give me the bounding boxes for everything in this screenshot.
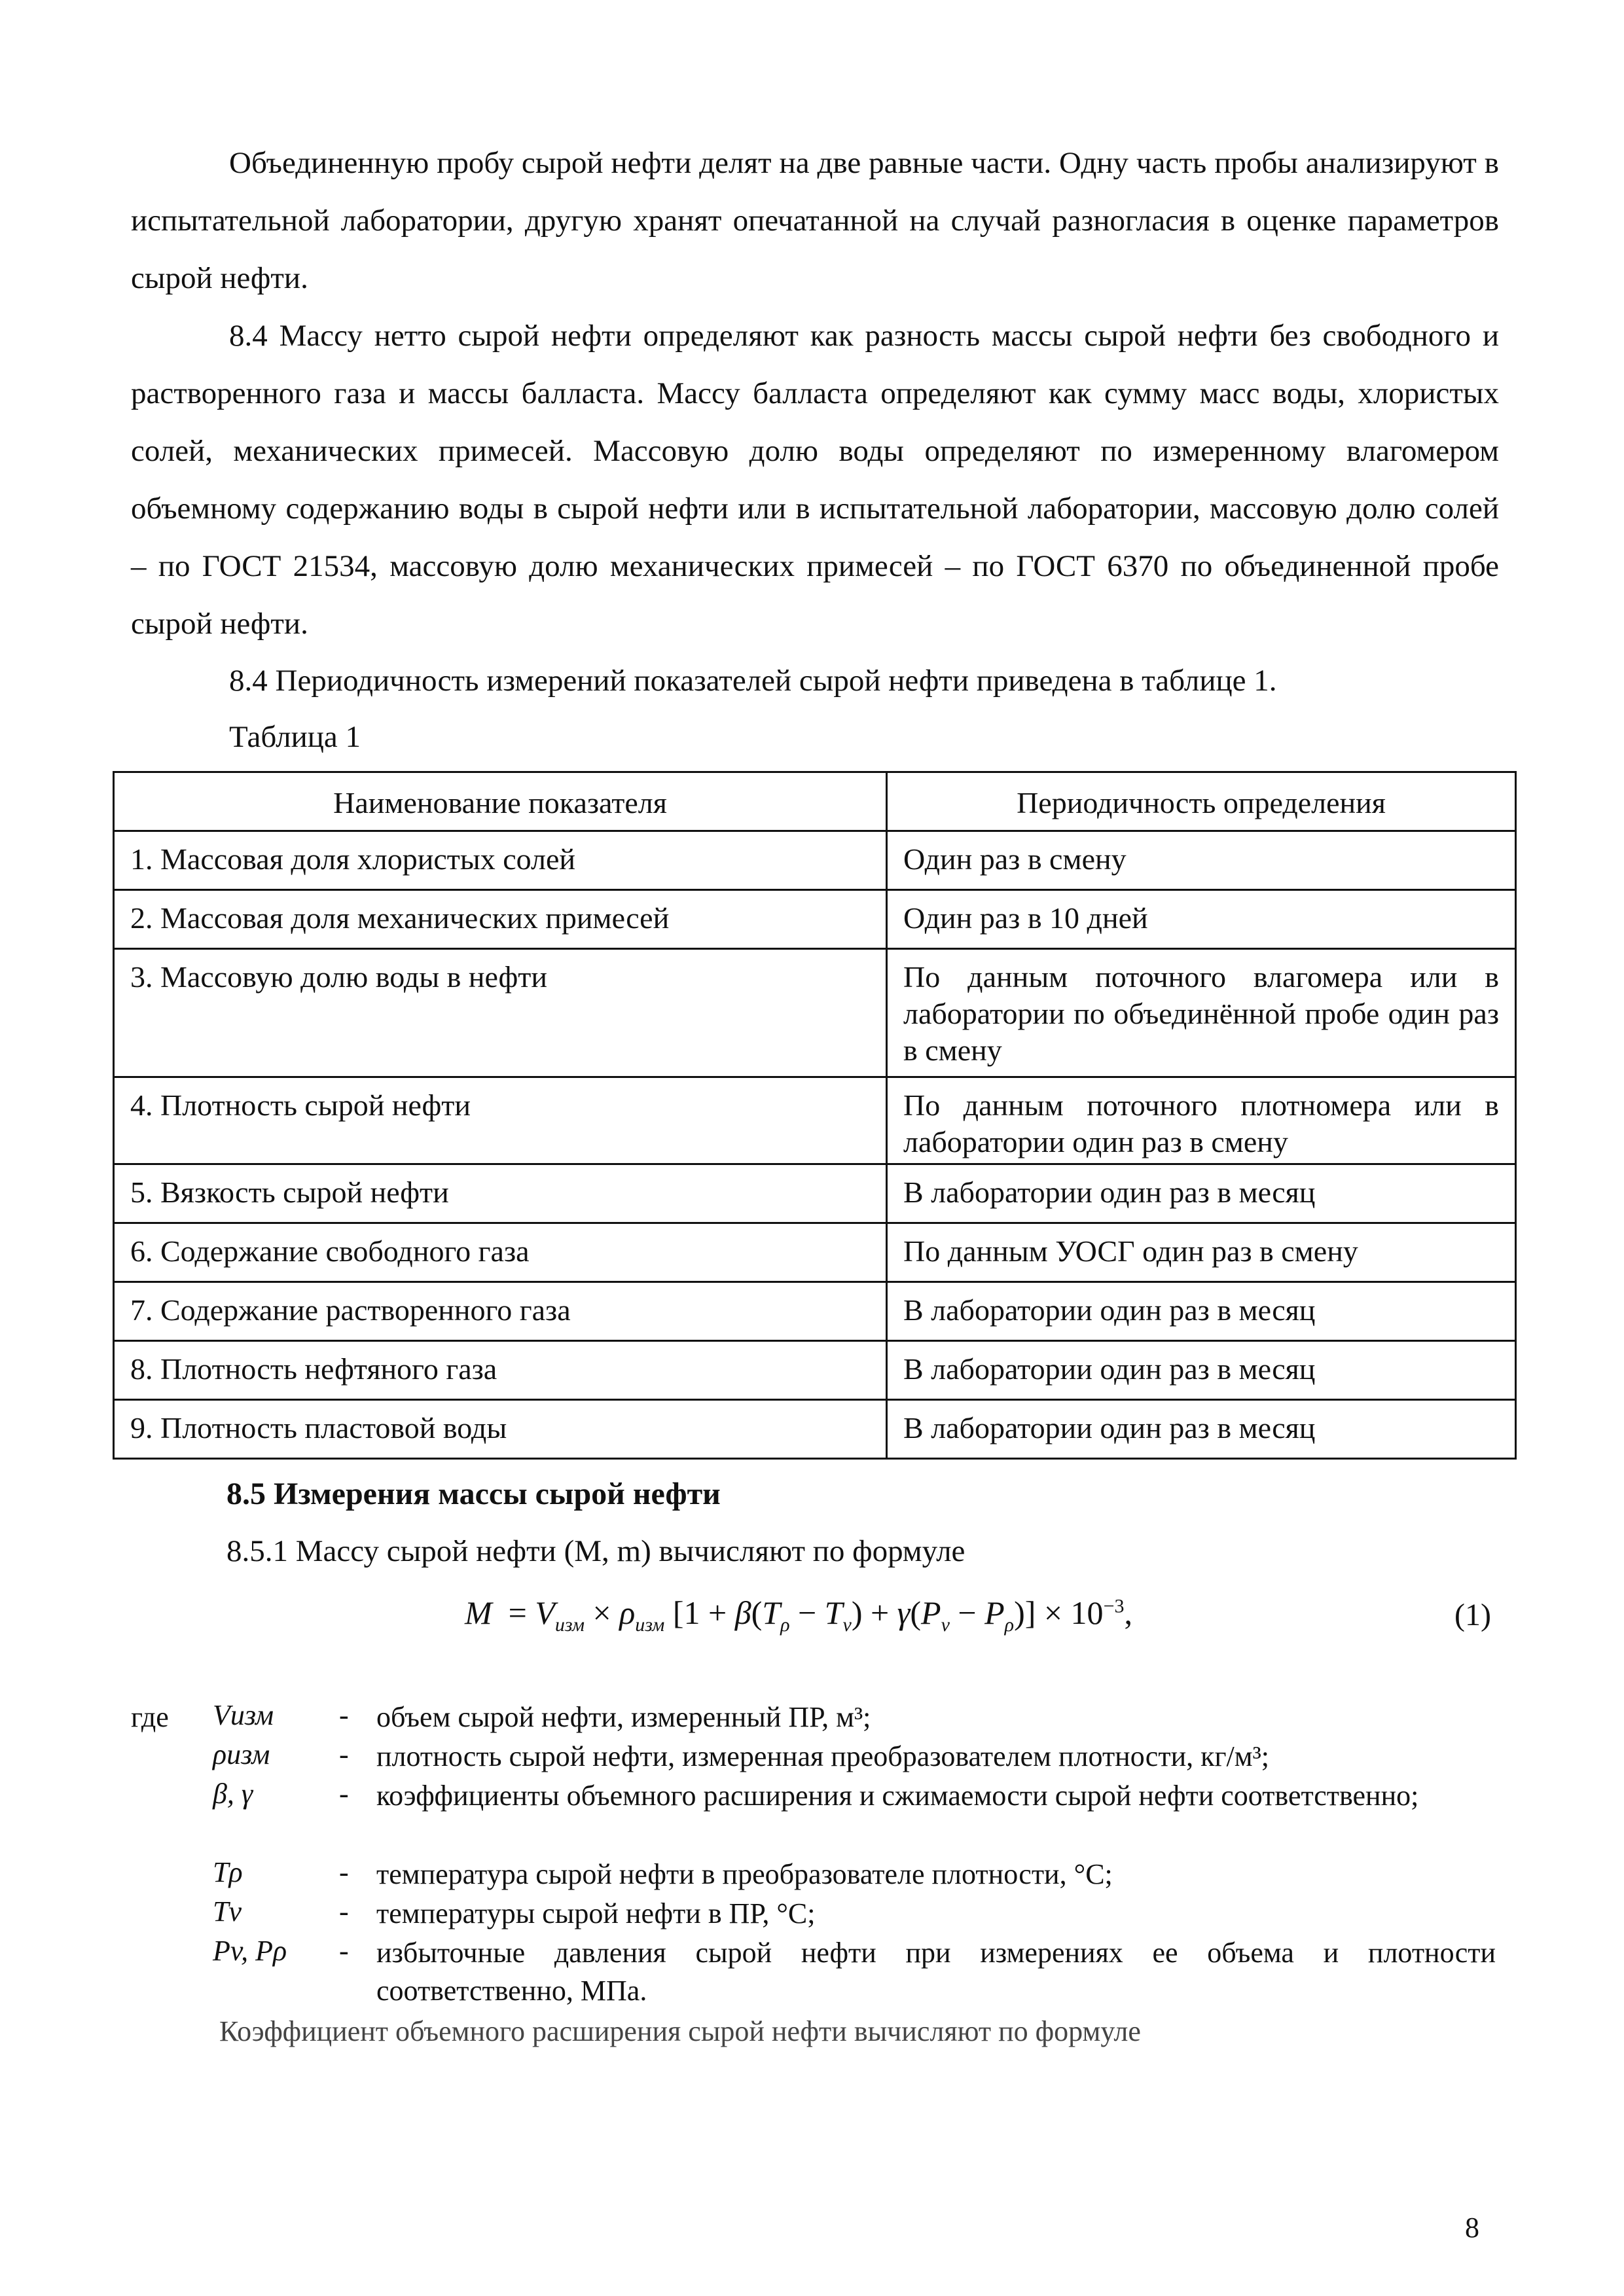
table-cell-indicator: 8. Плотность нефтяного газа (114, 1341, 887, 1400)
legend-symbol: Pv, Pρ (213, 1935, 287, 1967)
table-header-periodicity: Периодичность определения (887, 772, 1516, 831)
legend-symbol: ρизм (213, 1738, 270, 1770)
legend-text: избыточные давления сырой нефти при измерениях ее объема и плотности соответственно, МПа. (376, 1937, 1496, 2007)
legend-symbol: Tρ (213, 1856, 243, 1888)
table-cell-periodicity: В лаборатории один раз в месяц (887, 1341, 1516, 1400)
closing-sentence: Коэффициент объемного расширения сырой нефти вычисляют по формуле (219, 2015, 1141, 2047)
legend-dash: - (339, 1699, 349, 1731)
table-cell-indicator: 1. Массовая доля хлористых солей (114, 831, 887, 890)
mass-formula: $M = V_{изм} \times \rho_{изм}$ $[1 + \beta(T_\rho - T_v) + \gamma(P_v - P_\rho)] \times 10^{-3}$, (465, 1594, 1132, 1636)
paragraph-sample-split: Объединенную пробу сырой нефти делят на две равные части. Одну часть пробы анализируют в испытательной лаборатории, другую хранят опечатанной на случай разногласия в оценке параметров сырой нефти. (131, 146, 1499, 295)
table-row (114, 1077, 1516, 1164)
page-number: 8 (1465, 2212, 1479, 2244)
table-cell-periodicity: По данным УОСГ один раз в смену (887, 1223, 1516, 1282)
table-row (114, 831, 1516, 890)
section-heading: 8.5 Измерения массы сырой нефти (226, 1477, 721, 1511)
table-cell-periodicity: По данным поточного влагомера или в лаборатории по объединённой пробе один раз в смену (887, 949, 1516, 1077)
table-cell-indicator: 2. Массовая доля механических примесей (114, 890, 887, 949)
table-caption: Таблица 1 (229, 720, 361, 754)
table-row (114, 1282, 1516, 1341)
table-cell-periodicity: В лаборатории один раз в месяц (887, 1282, 1516, 1341)
legend-dash: - (339, 1738, 349, 1770)
legend-symbol: Vизм (213, 1699, 274, 1731)
legend-text: плотность сырой нефти, измеренная преобразователем плотности, кг/м³; (376, 1740, 1270, 1772)
section-intro: 8.5.1 Массу сырой нефти (M, m) вычисляют по формуле (226, 1534, 965, 1568)
table-row (114, 1341, 1516, 1400)
periodicity-table (113, 771, 1517, 1460)
legend-text: коэффициенты объемного расширения и сжимаемости сырой нефти соответственно; (376, 1780, 1419, 1812)
table-cell-periodicity: Один раз в смену (887, 831, 1516, 890)
table-row (114, 949, 1516, 1077)
table-cell-periodicity: По данным поточного плотномера или в лаборатории один раз в смену (887, 1077, 1516, 1164)
table-cell-indicator: 6. Содержание свободного газа (114, 1223, 887, 1282)
legend-text: температуры сырой нефти в ПР, °С; (376, 1897, 816, 1929)
table-cell-indicator: 9. Плотность пластовой воды (114, 1400, 887, 1459)
table-cell-indicator: 7. Содержание растворенного газа (114, 1282, 887, 1341)
table-row (114, 890, 1516, 949)
legend-symbol: Tv (213, 1895, 242, 1928)
legend-dash: - (339, 1778, 349, 1810)
table-cell-indicator: 3. Массовую долю воды в нефти (114, 949, 887, 1077)
legend-symbol: β, γ (213, 1778, 253, 1810)
legend-dash: - (339, 1856, 349, 1888)
table-cell-periodicity: В лаборатории один раз в месяц (887, 1164, 1516, 1223)
paragraph-net-mass: 8.4 Массу нетто сырой нефти определяют как разность массы сырой нефти без свободного и растворенного газа и массы балласта. Массу балласта определяют как сумму масс воды, хлористых солей, механических примесей. Массовую долю воды определяют по измеренному влагомером объемному содержанию воды в сырой нефти или в испытательной лаборатории, массовую долю солей – по ГОСТ 21534, массовую долю механических примесей – по ГОСТ 6370 по объединенной пробе сырой нефти. (131, 319, 1499, 641)
legend-text: температура сырой нефти в преобразователе плотности, °С; (376, 1858, 1113, 1890)
legend-dash: - (339, 1935, 349, 1967)
equation-number: (1) (1454, 1598, 1491, 1632)
table-cell-periodicity: Один раз в 10 дней (887, 890, 1516, 949)
table-cell-indicator: 4. Плотность сырой нефти (114, 1077, 887, 1164)
table-cell-periodicity: В лаборатории один раз в месяц (887, 1400, 1516, 1459)
table-cell-indicator: 5. Вязкость сырой нефти (114, 1164, 887, 1223)
table-row (114, 1223, 1516, 1282)
legend-text: объем сырой нефти, измеренный ПР, м³; (376, 1701, 871, 1733)
table-header-indicator: Наименование показателя (114, 772, 887, 831)
where-label: где (131, 1701, 169, 1733)
table-row (114, 1164, 1516, 1223)
table-row (114, 1400, 1516, 1459)
legend-dash: - (339, 1895, 349, 1928)
table-header-row (114, 772, 1516, 831)
paragraph-periodicity: 8.4 Периодичность измерений показателей сырой нефти приведена в таблице 1. (229, 664, 1277, 698)
